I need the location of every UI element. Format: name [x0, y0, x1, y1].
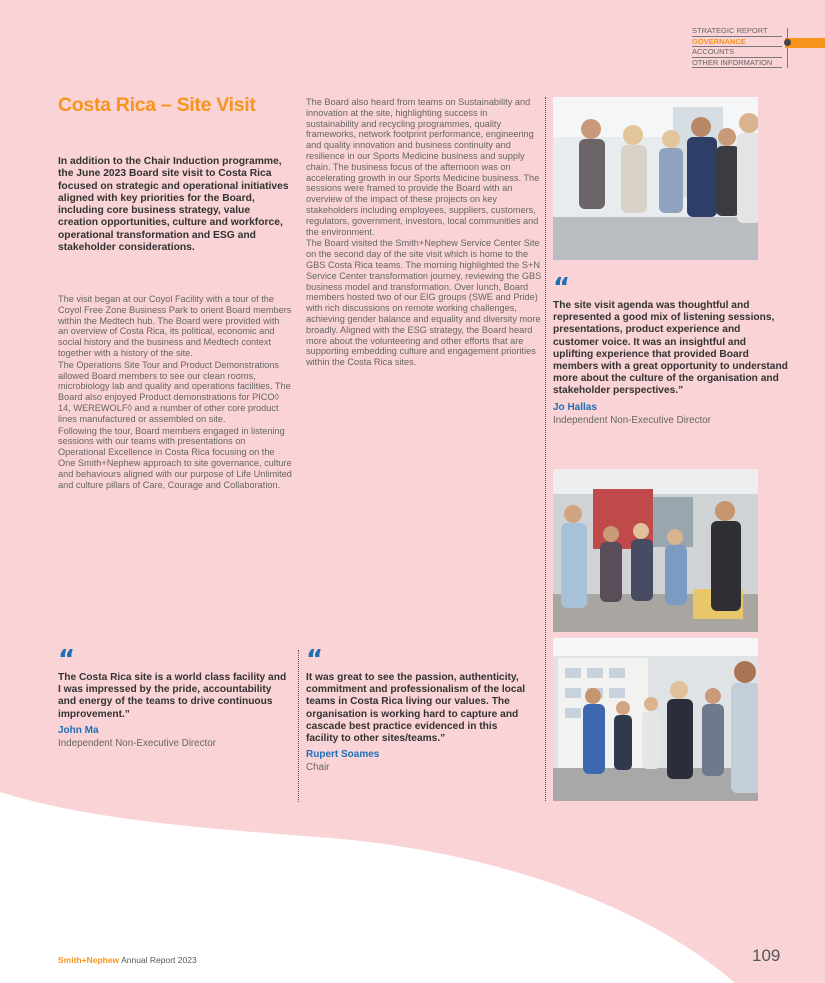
quote-author-name: John Ma: [58, 724, 99, 736]
photo-board-group: [553, 97, 758, 260]
body-paragraph: Following the tour, Board members engaged in listening sessions with our teams with presentations on Operational Excellence in Costa Rica focusing on the One Smith+Nephew approach to site governance, culture and behaviours aligned with our purpose of Life Unlimited and culture pillars of Care, Courage and Collaboration.: [58, 425, 292, 490]
quote-author-role: Chair: [306, 762, 330, 774]
nav-item-strategic-report[interactable]: STRATEGIC REPORT: [692, 26, 782, 37]
quote-mark-icon: “: [306, 645, 324, 675]
quote-block-john-ma: [58, 645, 288, 750]
photo-whiteboard-session: [553, 638, 758, 801]
quote-divider: [298, 650, 299, 802]
nav-item-other-information[interactable]: OTHER INFORMATION: [692, 58, 782, 69]
nav-active-tab-marker: [785, 38, 825, 48]
quote-mark-icon: “: [58, 645, 76, 675]
footer-report-title: [58, 955, 197, 965]
page-number: 109: [752, 946, 781, 965]
body-column-2: [306, 97, 542, 369]
quote-author-role: Independent Non-Executive Director: [58, 737, 216, 749]
body-paragraph: The Operations Site Tour and Product Demonstrations allowed Board members to see our clean rooms, microbiology lab and quality and operations facilities. The Board also enjoyed Product demonstrations for PICO◊ 14, WEREWOLF◊ and a number of other core product lines manufactured or assembled on site.: [58, 359, 291, 424]
section-nav: [692, 26, 782, 68]
report-name: Annual Report 2023: [119, 955, 197, 965]
body-paragraph: The Board also heard from teams on Sustainability and innovation at the site, highlighting success in sustainability and recycling programmes, quality frameworks, network footprint performance, engineering and quality innovation and business continuity and resilience in our Sports Medicine business and supply chain. The business focus of the afternoon was on accelerating growth in our Sports Medicine business. The sessions were framed to provide the Board with an overview of the impact of these projects on key stakeholders including employees, suppliers, customers, regulators, government, investors, local communities and the environment.: [306, 97, 540, 237]
quote-block-rupert-soames: [306, 645, 526, 774]
column-divider: [545, 97, 546, 801]
quote-text: It was great to see the passion, authenticity, commitment and professionalism of the local teams in Costa Rica living our values. The organisation is working hard to capture and cascade best practice evidenced in this facility to other sites/teams.”: [306, 672, 526, 745]
nav-indicator-line: [787, 28, 788, 68]
body-paragraph: The Board visited the Smith+Nephew Service Center Site on the second day of the site visit which is home to the GBS Costa Rica teams. The morning highlighted the S+N Service Center transformation journey, reviewing the GBS business model and transformation. Over lunch, Board members hosted two of our EIG groups (SWE and Pride) with rich discussions on remote working challenges, achieving gender balance and equality and diversity more broadly. Aligned with the ESG strategy, the Board heard more about the volunteering and other efforts that are supporting embedding culture and engagement priorities within the Costa Rica sites.: [306, 238, 542, 368]
nav-indicator-dot: [784, 39, 791, 46]
body-paragraph: The visit began at our Coyol Facility with a tour of the Coyol Free Zone Business Park to orient Board members within the Medtech hub. The Board were provided with an overview of Costa Rica, its political, economic and social history and the business and Medtech context together with a history of the site.: [58, 294, 292, 358]
quote-text: The site visit agenda was thoughtful and represented a good mix of listening sessions, presentations, product experience and customer voice. It was an insightful and uplifting experience that provided Board members with a great opportunity to understand more about the culture of the organisation and stakeholder perspectives.”: [553, 300, 788, 397]
quote-author-role: Independent Non-Executive Director: [553, 414, 711, 426]
photo-lab-tour: [553, 469, 758, 632]
quote-block-jo-hallas: [553, 273, 789, 427]
quote-mark-icon: “: [553, 273, 571, 303]
body-column-1: [58, 294, 292, 491]
quote-text: The Costa Rica site is a world class facility and I was impressed by the pride, accountability and energy of the teams to drive continuous improvement.”: [58, 672, 287, 720]
nav-item-accounts[interactable]: ACCOUNTS: [692, 47, 782, 58]
intro-paragraph: In addition to the Chair Induction programme, the June 2023 Board site visit to Costa Rica focused on strategic and operational initiatives aligned with key priorities for the Board, including core business strategy, value creation opportunities, culture and workforce, operational transformation and ESG and stakeholder considerations.: [58, 156, 289, 254]
nav-item-governance[interactable]: GOVERNANCE: [692, 37, 782, 48]
quote-author-name: Rupert Soames: [306, 749, 380, 761]
page-title: Costa Rica – Site Visit: [58, 94, 256, 116]
brand-name: Smith+Nephew: [58, 955, 120, 965]
quote-author-name: Jo Hallas: [553, 401, 597, 413]
